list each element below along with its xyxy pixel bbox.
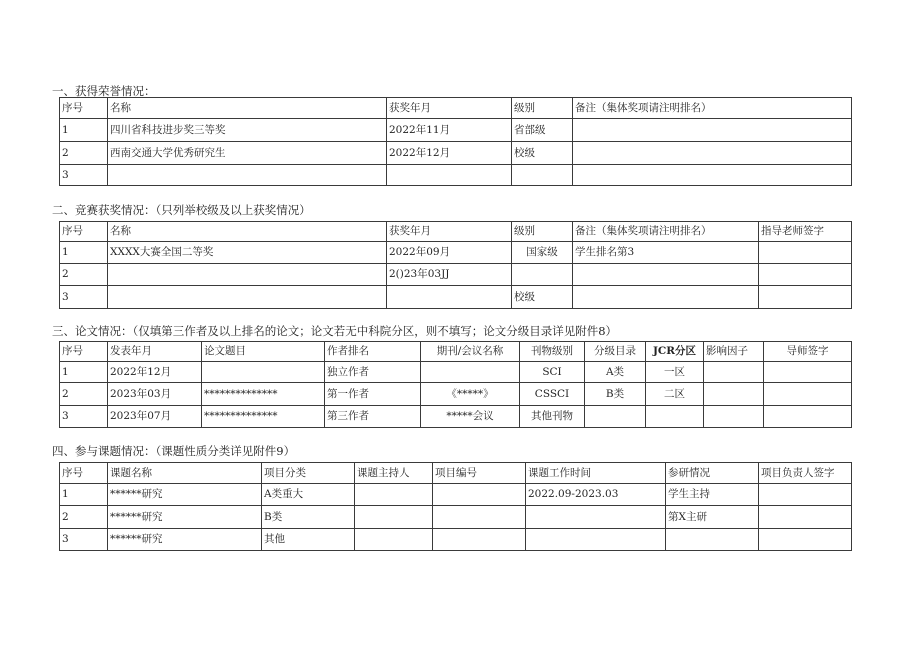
table-cell: 2022年09月 xyxy=(387,242,512,264)
table-cell xyxy=(512,165,573,186)
table-row xyxy=(60,142,852,165)
table-cell xyxy=(108,165,387,186)
table-cell xyxy=(387,165,512,186)
table-cell: 2022.09-2023.03 xyxy=(526,484,666,506)
table-row xyxy=(60,484,852,506)
table-cell: 3 xyxy=(60,529,108,551)
table-cell: ******研究 xyxy=(108,506,262,529)
table-cell: 2()23年03JJ xyxy=(387,264,512,286)
table-cell xyxy=(759,242,852,264)
table-cell: 2 xyxy=(60,383,108,406)
table-row xyxy=(60,362,852,383)
table-cell: 1 xyxy=(60,242,108,264)
table-cell: 3 xyxy=(60,406,108,428)
table-cell: ******研究 xyxy=(108,529,262,551)
table-row xyxy=(60,264,852,286)
projects-table xyxy=(59,462,852,551)
table-cell: 1 xyxy=(60,484,108,506)
header-cell: 影响因子 xyxy=(704,342,764,362)
table-cell: 2023年07月 xyxy=(108,406,202,428)
header-cell: 刊物级别 xyxy=(520,342,585,362)
table-cell xyxy=(355,506,433,529)
table-cell xyxy=(759,484,852,506)
table-cell: ******研究 xyxy=(108,484,262,506)
header-cell: 项目负责人签字 xyxy=(759,463,852,484)
header-cell: 备注（集体奖项请注明排名） xyxy=(573,98,852,119)
table-row xyxy=(60,119,852,142)
table-cell: 其他 xyxy=(262,529,355,551)
header-cell: 级别 xyxy=(512,98,573,119)
table-cell xyxy=(704,406,764,428)
table-cell: 1 xyxy=(60,119,108,142)
table-cell: 《*****》 xyxy=(421,383,520,406)
table-cell xyxy=(573,286,759,309)
table-cell: 学生排名第3 xyxy=(573,242,759,264)
header-cell: 序号 xyxy=(60,222,108,242)
header-cell: 参研情况 xyxy=(666,463,759,484)
header-cell: 级别 xyxy=(512,222,573,242)
header-cell: 课题名称 xyxy=(108,463,262,484)
table-row xyxy=(60,506,852,529)
header-cell: JCR分区 xyxy=(646,342,704,362)
table-row xyxy=(60,406,852,428)
table-cell xyxy=(355,529,433,551)
header-cell: 指导老师签字 xyxy=(759,222,852,242)
header-cell: 序号 xyxy=(60,98,108,119)
table-cell xyxy=(585,406,646,428)
table-cell: 其他刊物 xyxy=(520,406,585,428)
table-cell: 2 xyxy=(60,506,108,529)
header-cell: 发表年月 xyxy=(108,342,202,362)
table-cell xyxy=(526,529,666,551)
table-row xyxy=(60,529,852,551)
table-header-row xyxy=(60,222,852,242)
header-cell: 课题工作时间 xyxy=(526,463,666,484)
table-cell xyxy=(108,264,387,286)
table-cell xyxy=(355,484,433,506)
table-cell xyxy=(433,484,526,506)
table-cell: A类 xyxy=(585,362,646,383)
table-cell: SCI xyxy=(520,362,585,383)
table-cell xyxy=(704,383,764,406)
header-cell: 论文题目 xyxy=(202,342,325,362)
table-cell: 第一作者 xyxy=(325,383,421,406)
table-cell: 独立作者 xyxy=(325,362,421,383)
table-cell xyxy=(759,506,852,529)
table-header-row xyxy=(60,342,852,362)
header-cell: 序号 xyxy=(60,463,108,484)
table-cell xyxy=(202,362,325,383)
table-cell: 二区 xyxy=(646,383,704,406)
header-cell: 获奖年月 xyxy=(387,222,512,242)
table-cell: 省部级 xyxy=(512,119,573,142)
table-row xyxy=(60,165,852,186)
table-cell: 一区 xyxy=(646,362,704,383)
table-cell: 2022年12月 xyxy=(108,362,202,383)
table-cell xyxy=(704,362,764,383)
table-cell: XXXX大赛全国二等奖 xyxy=(108,242,387,264)
table-cell xyxy=(387,286,512,309)
table-cell: *****会议 xyxy=(421,406,520,428)
section3-title: 三、论文情况：（仅填第三作者及以上排名的论文；论文若无中科院分区，则不填写；论文分级目录详见附件8） xyxy=(52,324,618,338)
table-cell: B类 xyxy=(262,506,355,529)
table-cell: 2022年12月 xyxy=(387,142,512,165)
table-cell xyxy=(764,383,852,406)
honors-table xyxy=(59,97,852,186)
table-cell xyxy=(512,264,573,286)
table-cell xyxy=(573,165,852,186)
table-cell: 2 xyxy=(60,142,108,165)
table-cell xyxy=(573,119,852,142)
table-cell xyxy=(108,286,387,309)
table-cell: 校级 xyxy=(512,142,573,165)
header-cell: 获奖年月 xyxy=(387,98,512,119)
table-cell xyxy=(759,264,852,286)
table-cell: 国家级 xyxy=(512,242,573,264)
header-cell: 序号 xyxy=(60,342,108,362)
table-cell: 3 xyxy=(60,286,108,309)
table-row xyxy=(60,383,852,406)
table-cell: 学生主持 xyxy=(666,484,759,506)
header-cell: 名称 xyxy=(108,222,387,242)
table-cell: 2022年11月 xyxy=(387,119,512,142)
table-header-row xyxy=(60,463,852,484)
header-cell: 项目编号 xyxy=(433,463,526,484)
table-cell: 2 xyxy=(60,264,108,286)
table-cell xyxy=(573,264,759,286)
table-cell: 第三作者 xyxy=(325,406,421,428)
table-cell: 2023年03月 xyxy=(108,383,202,406)
header-cell: 期刊/会议名称 xyxy=(421,342,520,362)
table-cell: A类重大 xyxy=(262,484,355,506)
table-cell: ************** xyxy=(202,383,325,406)
section1-title: 一、获得荣誉情况： xyxy=(52,84,156,98)
table-cell: CSSCI xyxy=(520,383,585,406)
table-cell xyxy=(526,506,666,529)
table-cell: ************** xyxy=(202,406,325,428)
table-cell xyxy=(573,142,852,165)
table-cell xyxy=(759,529,852,551)
table-cell xyxy=(421,362,520,383)
table-cell: B类 xyxy=(585,383,646,406)
table-cell xyxy=(764,362,852,383)
header-cell: 课题主持人 xyxy=(355,463,433,484)
header-cell: 导师签字 xyxy=(764,342,852,362)
papers-table xyxy=(59,341,852,428)
table-row xyxy=(60,242,852,264)
table-header-row xyxy=(60,98,852,119)
header-cell: 名称 xyxy=(108,98,387,119)
table-row xyxy=(60,286,852,309)
table-cell xyxy=(759,286,852,309)
table-cell: 校级 xyxy=(512,286,573,309)
header-cell: 备注（集体奖项请注明排名） xyxy=(573,222,759,242)
table-cell xyxy=(764,406,852,428)
header-cell: 作者排名 xyxy=(325,342,421,362)
header-cell: 分级目录 xyxy=(585,342,646,362)
table-cell xyxy=(433,529,526,551)
header-cell: 项目分类 xyxy=(262,463,355,484)
table-cell xyxy=(433,506,526,529)
table-cell: 3 xyxy=(60,165,108,186)
section2-title: 二、竞赛获奖情况：（只列举校级及以上获奖情况） xyxy=(52,203,311,217)
table-cell: 1 xyxy=(60,362,108,383)
competition-table xyxy=(59,221,852,309)
table-cell xyxy=(646,406,704,428)
section4-title: 四、参与课题情况：（课题性质分类详见附件9） xyxy=(52,444,296,458)
table-cell: 四川省科技进步奖三等奖 xyxy=(108,119,387,142)
table-cell xyxy=(666,529,759,551)
table-cell: 第X主研 xyxy=(666,506,759,529)
table-cell: 西南交通大学优秀研究生 xyxy=(108,142,387,165)
